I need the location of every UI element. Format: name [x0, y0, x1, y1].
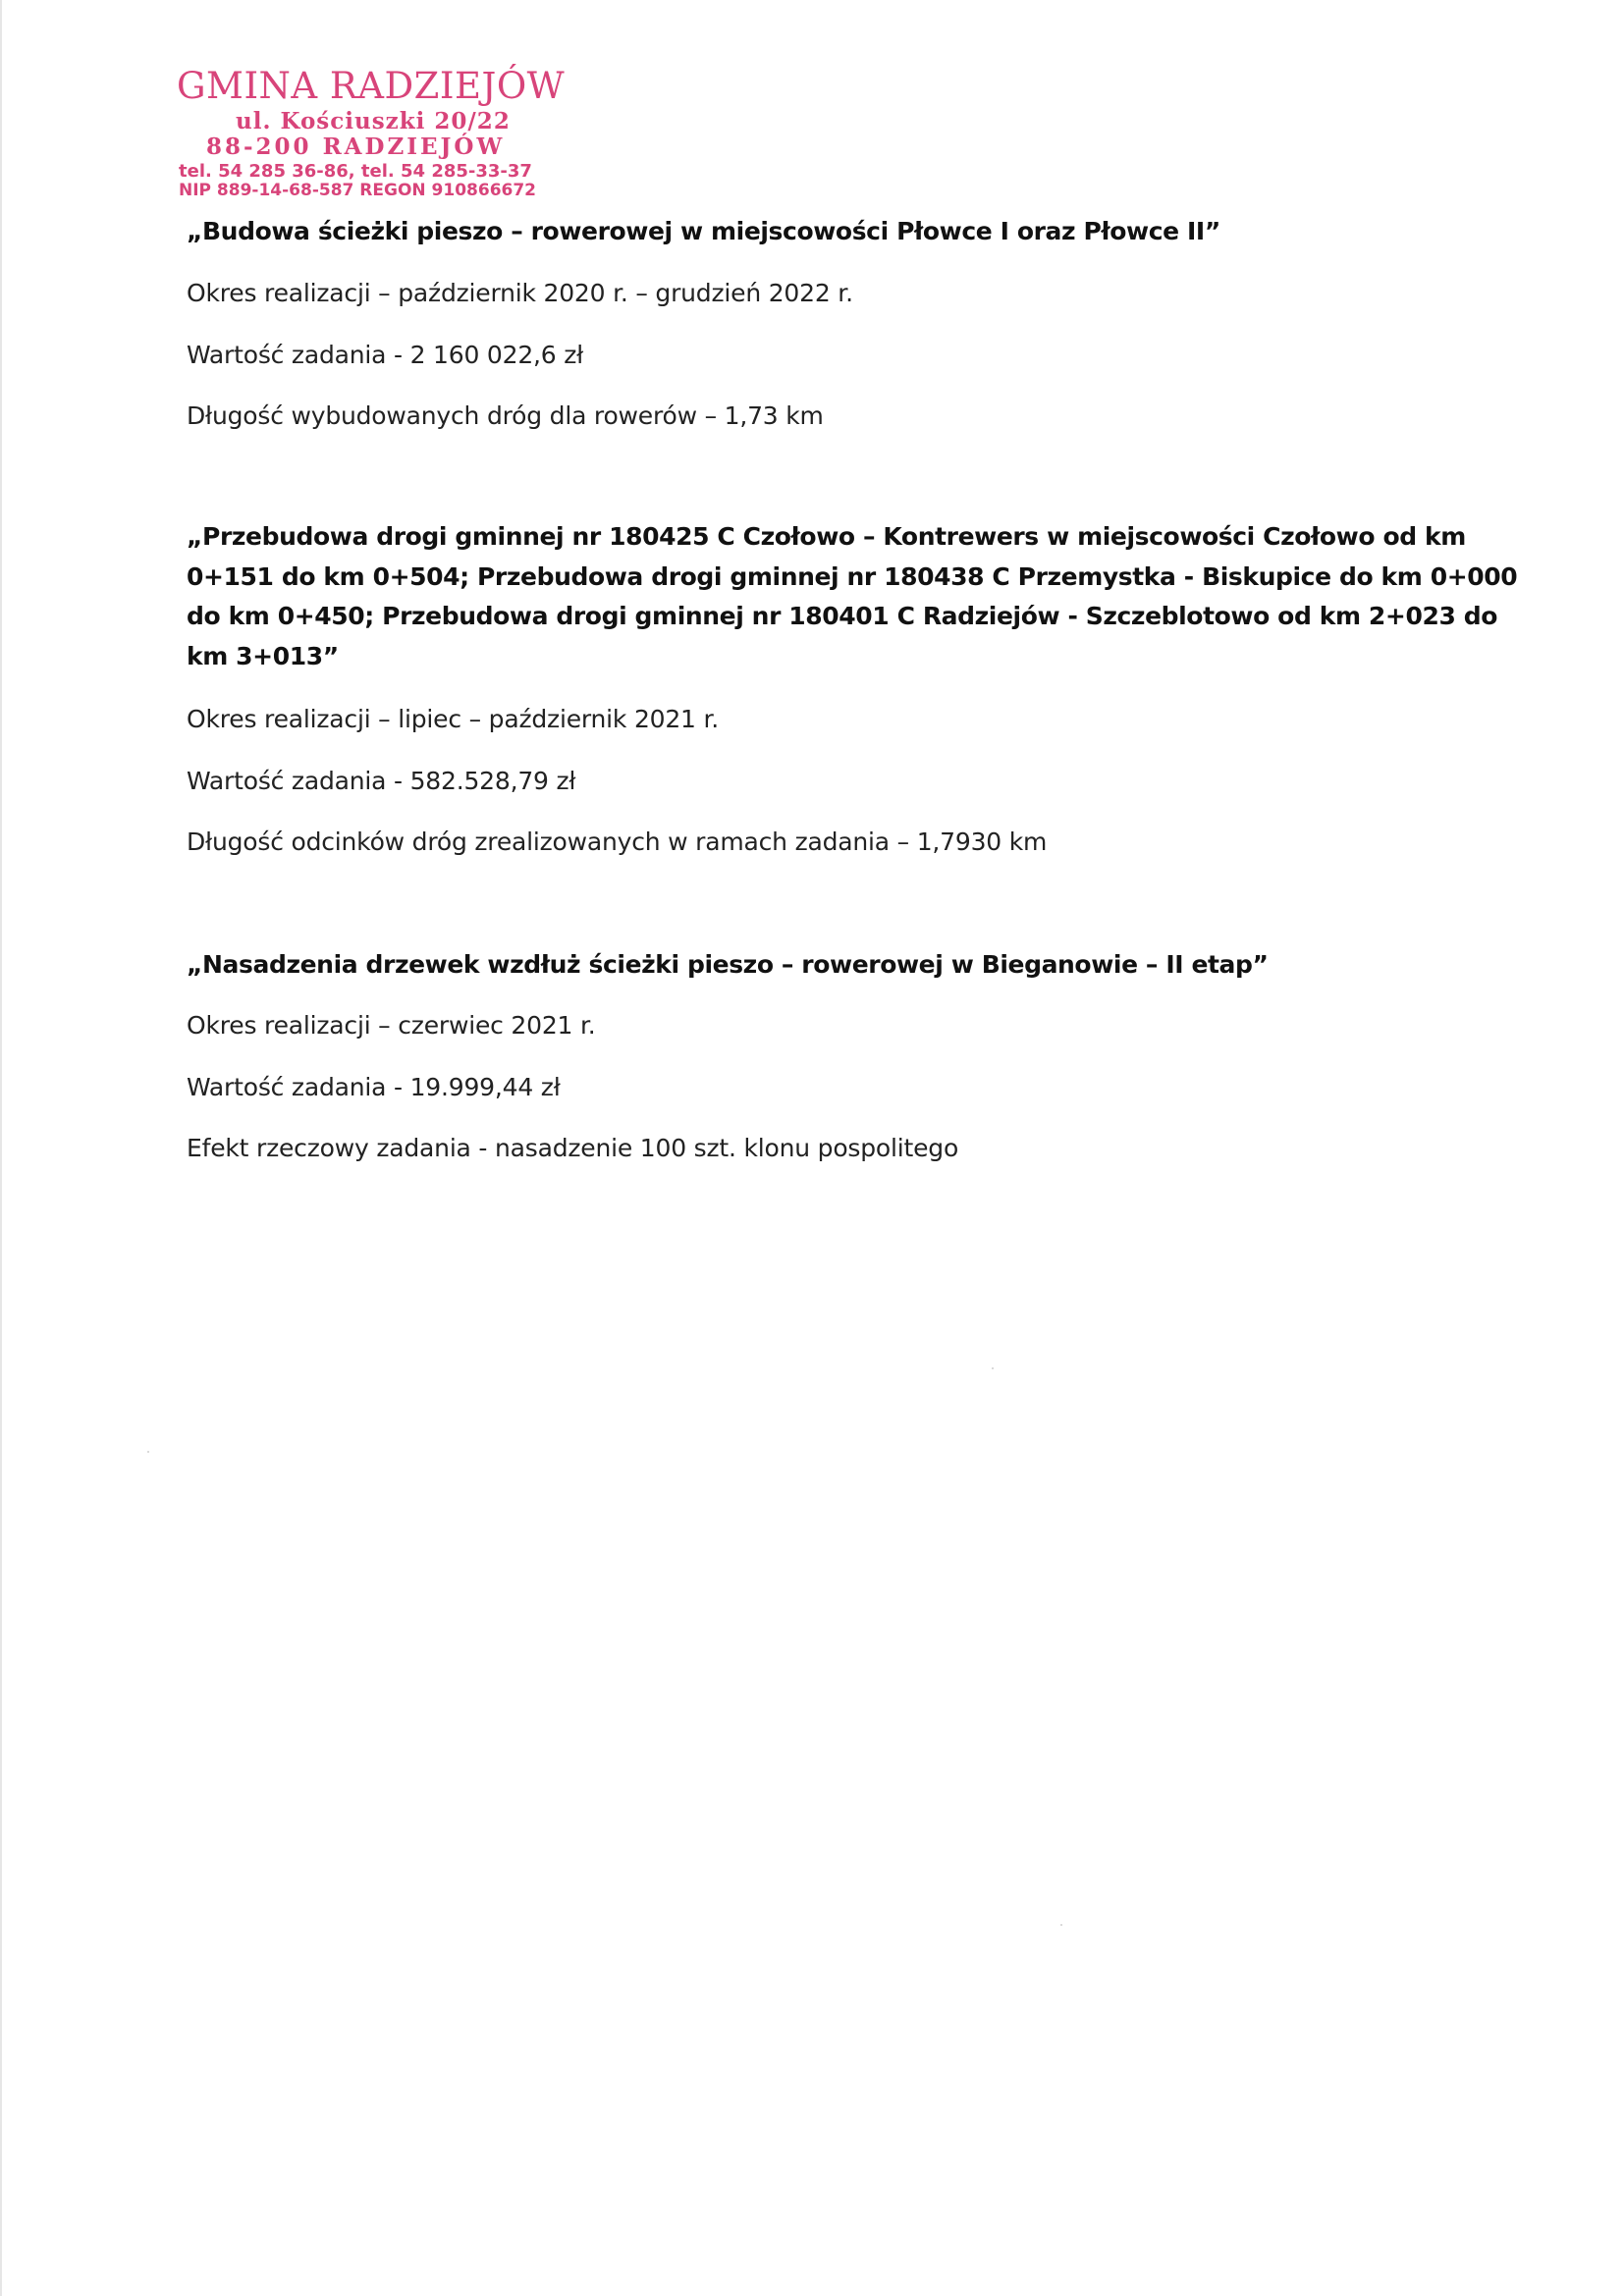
scan-edge: [0, 0, 2, 2296]
task-period: Okres realizacji – lipiec – październik 2021 r.: [187, 705, 720, 733]
task-title: do km 0+450; Przebudowa drogi gminnej nr 180401 C Radziejów - Szczeblotowo od km 2+023 do: [187, 602, 1498, 630]
stamp-city: 88-200 RADZIEJÓW: [206, 133, 506, 160]
task-period: Okres realizacji – czerwiec 2021 r.: [187, 1011, 596, 1040]
task-title: „Budowa ścieżki pieszo – rowerowej w miejscowości Płowce I oraz Płowce II”: [187, 217, 1220, 245]
scan-speck: [147, 1451, 149, 1453]
task-period: Okres realizacji – październik 2020 r. – grudzień 2022 r.: [187, 279, 853, 307]
task-effect: Długość odcinków dróg zrealizowanych w ramach zadania – 1,7930 km: [187, 828, 1048, 856]
task-value: Wartość zadania - 19.999,44 zł: [187, 1073, 561, 1101]
stamp-ids: NIP 889-14-68-587 REGON 910866672: [179, 181, 537, 200]
stamp-address: ul. Kościuszki 20/22: [236, 108, 511, 134]
task-title: 0+151 do km 0+504; Przebudowa drogi gminnej nr 180438 C Przemystka - Biskupice do km 0+000: [187, 562, 1518, 591]
scan-speck: [1060, 1924, 1062, 1926]
task-effect: Długość wybudowanych dróg dla rowerów – 1,73 km: [187, 401, 824, 430]
scan-speck: [992, 1367, 994, 1369]
stamp-phone: tel. 54 285 36-86, tel. 54 285-33-37: [179, 161, 532, 182]
task-title: „Nasadzenia drzewek wzdłuż ścieżki pieszo – rowerowej w Bieganowie – II etap”: [187, 950, 1269, 979]
task-value: Wartość zadania - 582.528,79 zł: [187, 767, 576, 795]
stamp-title: GMINA RADZIEJÓW: [177, 65, 566, 107]
task-title: „Przebudowa drogi gminnej nr 180425 C Czołowo – Kontrewers w miejscowości Czołowo od km: [187, 522, 1466, 551]
task-value: Wartość zadania - 2 160 022,6 zł: [187, 341, 584, 369]
task-effect: Efekt rzeczowy zadania - nasadzenie 100 szt. klonu pospolitego: [187, 1134, 959, 1162]
task-title: km 3+013”: [187, 642, 339, 670]
